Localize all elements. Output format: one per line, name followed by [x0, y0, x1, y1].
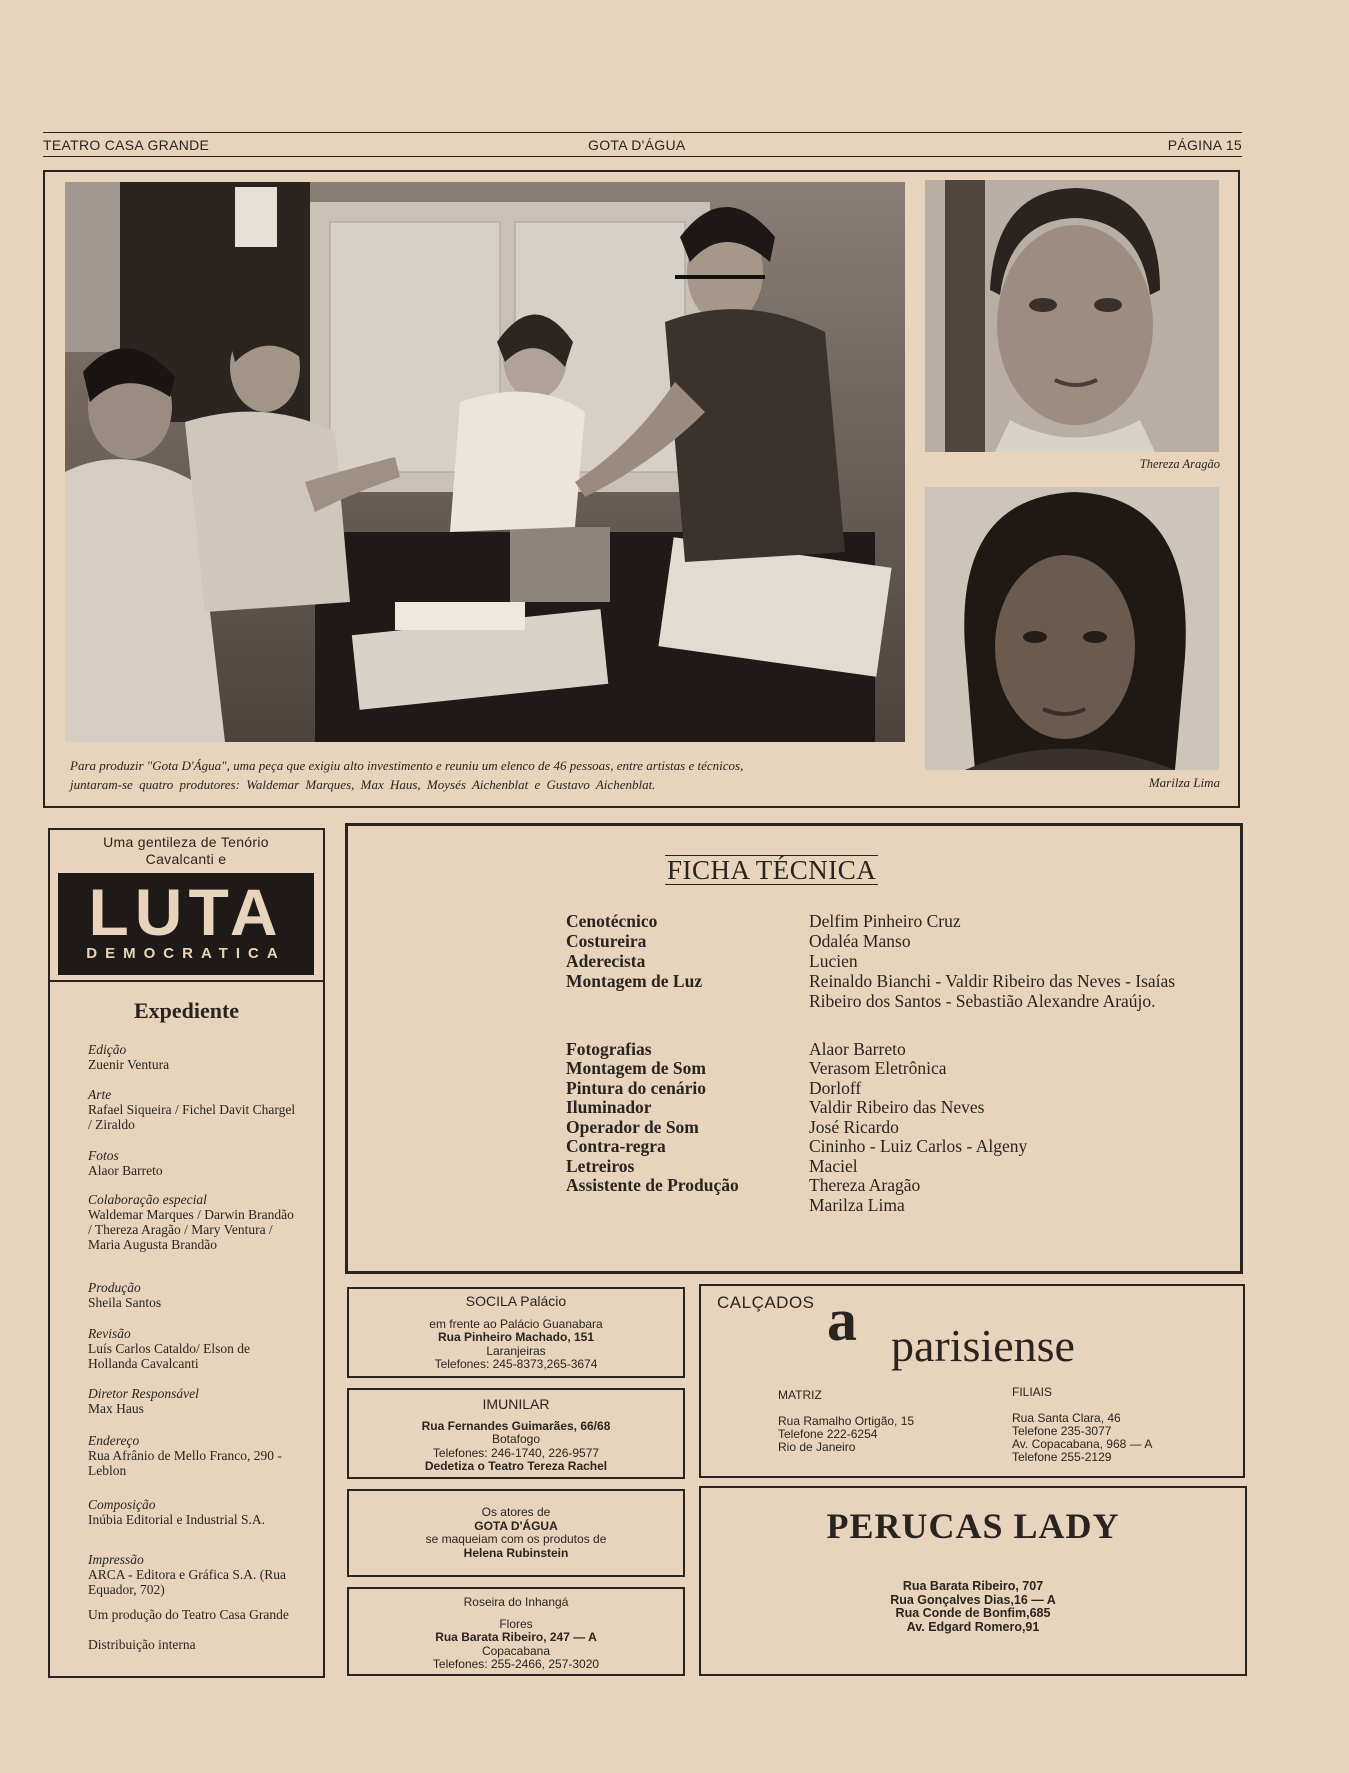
ad-helena-rubinstein: Os atores de GOTA D'ÁGUA se maqueiam com os produtos de Helena Rubinstein	[347, 1489, 685, 1577]
credit-arte: Arte Rafael Siqueira / Fichel Davit Chargel / Ziraldo	[88, 1087, 296, 1132]
ad-roseira: Roseira do Inhangá Flores Rua Barata Ribeiro, 247 — A Copacabana Telefones: 255-2466, 257-3020	[347, 1587, 685, 1676]
portrait-marilza-lima	[925, 487, 1219, 770]
sponsor-line: Uma gentileza de Tenório Cavalcanti e	[103, 834, 269, 867]
ad-perucas-lady: PERUCAS LADY Rua Barata Ribeiro, 707 Rua Gonçalves Dias,16 — A Rua Conde de Bonfim,685 Av. Edgard Romero,91	[699, 1486, 1247, 1676]
brand-a: a	[827, 1287, 857, 1353]
main-photo-caption-line1: Para produzir "Gota D'Água", uma peça que exigiu alto investimento e reuniu um elenco de 46 pessoas, entre artistas e técnicos,	[70, 758, 744, 773]
portrait-thereza-aragao	[925, 180, 1219, 452]
logo-sub: DEMOCRATICA	[86, 945, 286, 962]
credit-composicao: Composição Inúbia Editorial e Industrial S.A.	[88, 1497, 265, 1527]
page-header	[43, 132, 1242, 157]
credit-footer: Um produção do Teatro Casa Grande	[88, 1607, 289, 1622]
luta-democratica-logo	[58, 873, 314, 975]
divider	[50, 980, 323, 982]
ad-parisiense: CALÇADOS a parisiense MATRIZ Rua Ramalho Ortigão, 15 Telefone 222-6254 Rio de Janeiro FILIAIS Rua Santa Clara, 46 Telefone 235-3077 Av. Copacabana, 968 — A Telefone 255-2129	[699, 1284, 1245, 1478]
credit-revisao: Revisão Luís Carlos Cataldo/ Elson de Hollanda Cavalcanti	[88, 1326, 250, 1371]
credit-edicao: Edição Zuenir Ventura	[88, 1042, 170, 1072]
ad-socila: SOCILA Palácio em frente ao Palácio Guanabara Rua Pinheiro Machado, 151 Laranjeiras Telefones: 245-8373,265-3674	[347, 1287, 685, 1378]
brand-name: parisiense	[891, 1320, 1075, 1371]
main-photo-caption-line2: juntaram-se quatro produtores: Waldemar Marques, Max Haus, Moysés Aichenblat e Gustavo Aichenblat.	[70, 777, 656, 792]
credit-impressao: Impressão ARCA - Editora e Gráfica S.A. (Rua Equador, 702)	[88, 1552, 286, 1597]
portrait1-caption: Thereza Aragão	[1139, 457, 1220, 471]
page-number: PÁGINA 15	[1167, 137, 1242, 153]
perucas-title: PERUCAS LADY	[826, 1506, 1120, 1546]
ficha-list: Cenotécnico Delfim Pinheiro Cruz Costureira Odaléa Manso Aderecista Lucien Montagem de Luz Reinaldo Bianchi - Valdir Ribeiro das Neves - Isaías Ribeiro dos Santos - Sebastião Alexandre Araújo. Fotografias Alaor Barreto Montagem de Som Verasom Eletrônica Pintura do cenário Dorloff Iluminador Valdir Ribeiro das Neves Operador de Som José Ricardo Contra-regra Cininho - Luiz Carlos - Algeny Letreiros Maciel Assistente de Produção Thereza Aragão Marilza Lima	[566, 911, 1176, 1215]
section-name: TEATRO CASA GRANDE	[43, 137, 210, 153]
credit-diretor: Diretor Responsável Max Haus	[88, 1386, 199, 1416]
credit-colaboracao: Colaboração especial Waldemar Marques / Darwin Brandão / Thereza Aragão / Mary Ventura / Maria Augusta Brandão	[88, 1192, 294, 1252]
credit-endereco: Endereço Rua Afrânio de Mello Franco, 290 - Leblon	[88, 1433, 282, 1478]
logo-main: LUTA	[88, 875, 284, 949]
publication-title: GOTA D'ÁGUA	[588, 137, 686, 153]
ad-imunilar: IMUNILAR Rua Fernandes Guimarães, 66/68 Botafogo Telefones: 246-1740, 226-9577 Dedetiza o Teatro Tereza Rachel	[347, 1388, 685, 1479]
credit-producao: Produção Sheila Santos	[88, 1280, 162, 1310]
expediente-title: Expediente	[133, 998, 240, 1023]
credit-fotos: Fotos Alaor Barreto	[88, 1148, 163, 1178]
portrait2-caption: Marilza Lima	[1148, 775, 1220, 790]
ficha-title: FICHA TÉCNICA	[667, 855, 877, 885]
producers-photo	[65, 182, 905, 742]
credit-distribuicao: Distribuição interna	[88, 1637, 196, 1652]
photo-section	[43, 170, 1240, 808]
